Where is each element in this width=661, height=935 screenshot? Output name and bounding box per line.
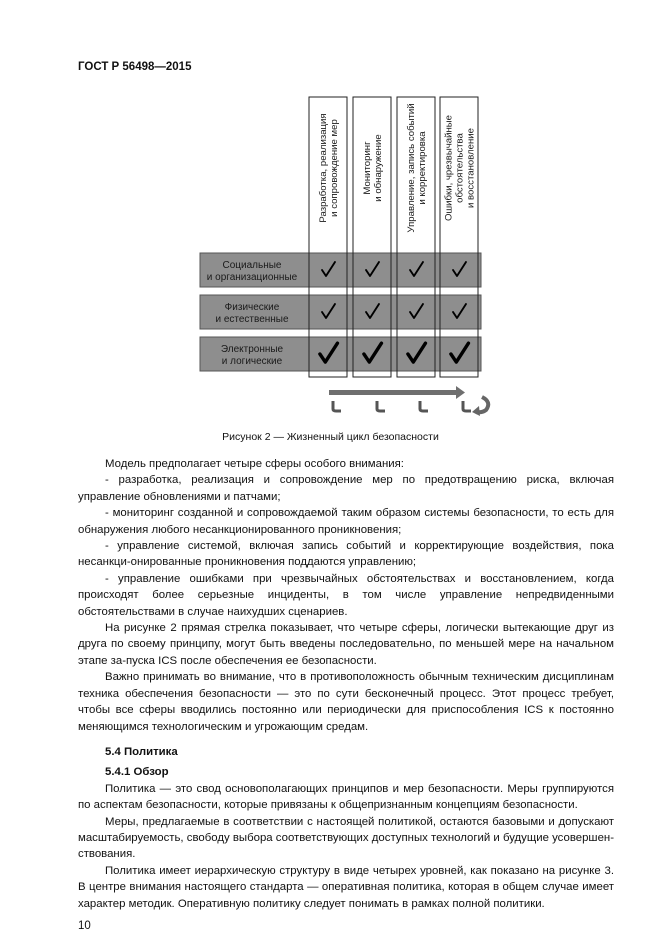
column-label-text — [362, 134, 384, 201]
column-label-line: и корректировка — [417, 131, 428, 205]
cycle-arrow-head-icon — [472, 406, 480, 416]
subsection-heading: 5.4.1 Обзор — [105, 766, 169, 779]
row-label-line: и организационные — [206, 272, 298, 283]
body-text — [78, 456, 614, 934]
page-number: 10 — [78, 919, 91, 932]
column-label-line: Управление, запись событий — [406, 103, 417, 233]
row-label-line: Физические — [224, 302, 280, 313]
paragraph: Модель предполагает четыре сферы особого внимания: — [105, 458, 404, 470]
return-arrow-icon — [463, 401, 471, 411]
row-label-line: и логические — [221, 356, 283, 367]
return-arrow-icon — [420, 401, 428, 411]
column-label — [362, 134, 384, 201]
column-label-line: Разработка, реализация — [318, 113, 329, 223]
paragraph: Политика имеет иерархическую структуру в виде четырех уровней, как показано на рисунке 3. В центре внимания настоящего стандарта — оперативная политика, которая в общем случае имеет характер методик. Оперативную политику следует понимать в рамках полной политики. — [78, 864, 614, 910]
paragraph: На рисунке 2 прямая стрелка показывает, что четыре сферы, логически вытекающие друг из друга по своему принципу, могут быть введены последовательно, по меньшей мере на начальном этапе за-пуска ICS после обеспечения ее безопасности. — [78, 622, 614, 667]
row-label-line: Социальные — [222, 260, 282, 271]
row-label-line: и естественные — [215, 314, 289, 325]
return-arrow-icon — [377, 401, 385, 411]
column-label-line: обстоятельства — [454, 133, 466, 203]
column-label-line: и сопровождение мер — [329, 119, 340, 217]
column-label-line: Ошибки, чрезвычайные — [443, 115, 455, 221]
paragraph: Политика — это свод основополагающих принципов и мер безопасности. Меры группируются по аспектам безопасности, которые привязаны к общепризнанным концепциям безопасности. — [78, 782, 614, 812]
arrow-head-icon — [456, 386, 465, 399]
paragraph: Меры, предлагаемые в соответствии с настоящей политикой, остаются базовыми и допускают масштабируемость, свободу выбора соответствующих доступных технологий и будущие усовершен-ствования. — [78, 815, 614, 861]
list-item: - управление системой, включая запись событий и корректирующие воздействия, пока несанкци-онированные проникновения поддаются управлению; — [78, 540, 614, 569]
document-header: ГОСТ Р 56498—2015 — [78, 61, 192, 73]
return-arrow-icon — [333, 401, 341, 411]
paragraph: Важно принимать во внимание, что в противоположность обычным техническим дисциплинам техника обеспечения безопасности — это по сути бесконечный процесс. Этот процесс требует, чтобы все сферы вводились постоянно или периодически для приспособления ICS к постоянно меняющимся технологическим и угрожающим средам. — [78, 671, 614, 733]
figure-caption: Рисунок 2 — Жизненный цикл безопасности — [222, 431, 439, 443]
column-background — [353, 97, 391, 377]
list-item: - управление ошибками при чрезвычайных обстоятельствах и восстановлением, когда происходят более серьезные инциденты, в том числе управление непредвиденными обстоятельствами в случае наихудших сценариев. — [78, 572, 614, 618]
column-label-line: и обнаружение — [373, 134, 384, 202]
list-item: - разработка, реализация и сопровождение мер по предотвращению риска, включая управление обновлениями и патчами; — [78, 474, 614, 503]
column-label-line: Мониторинг — [362, 141, 373, 195]
row-label — [221, 344, 284, 367]
sequence-arrow-shaft — [329, 390, 457, 395]
security-lifecycle-figure — [0, 0, 661, 430]
row-label — [215, 302, 289, 325]
column-label-text — [318, 113, 340, 222]
list-item: - мониторинг созданной и сопровождаемой таким образом системы безопасности, то есть для обнаружения любого несанкционированного проникновения; — [78, 507, 614, 536]
section-heading: 5.4 Политика — [105, 745, 178, 758]
row-label-line: Электронные — [220, 344, 284, 355]
column-label — [318, 113, 340, 222]
column-label-line: и восстановление — [465, 127, 477, 209]
